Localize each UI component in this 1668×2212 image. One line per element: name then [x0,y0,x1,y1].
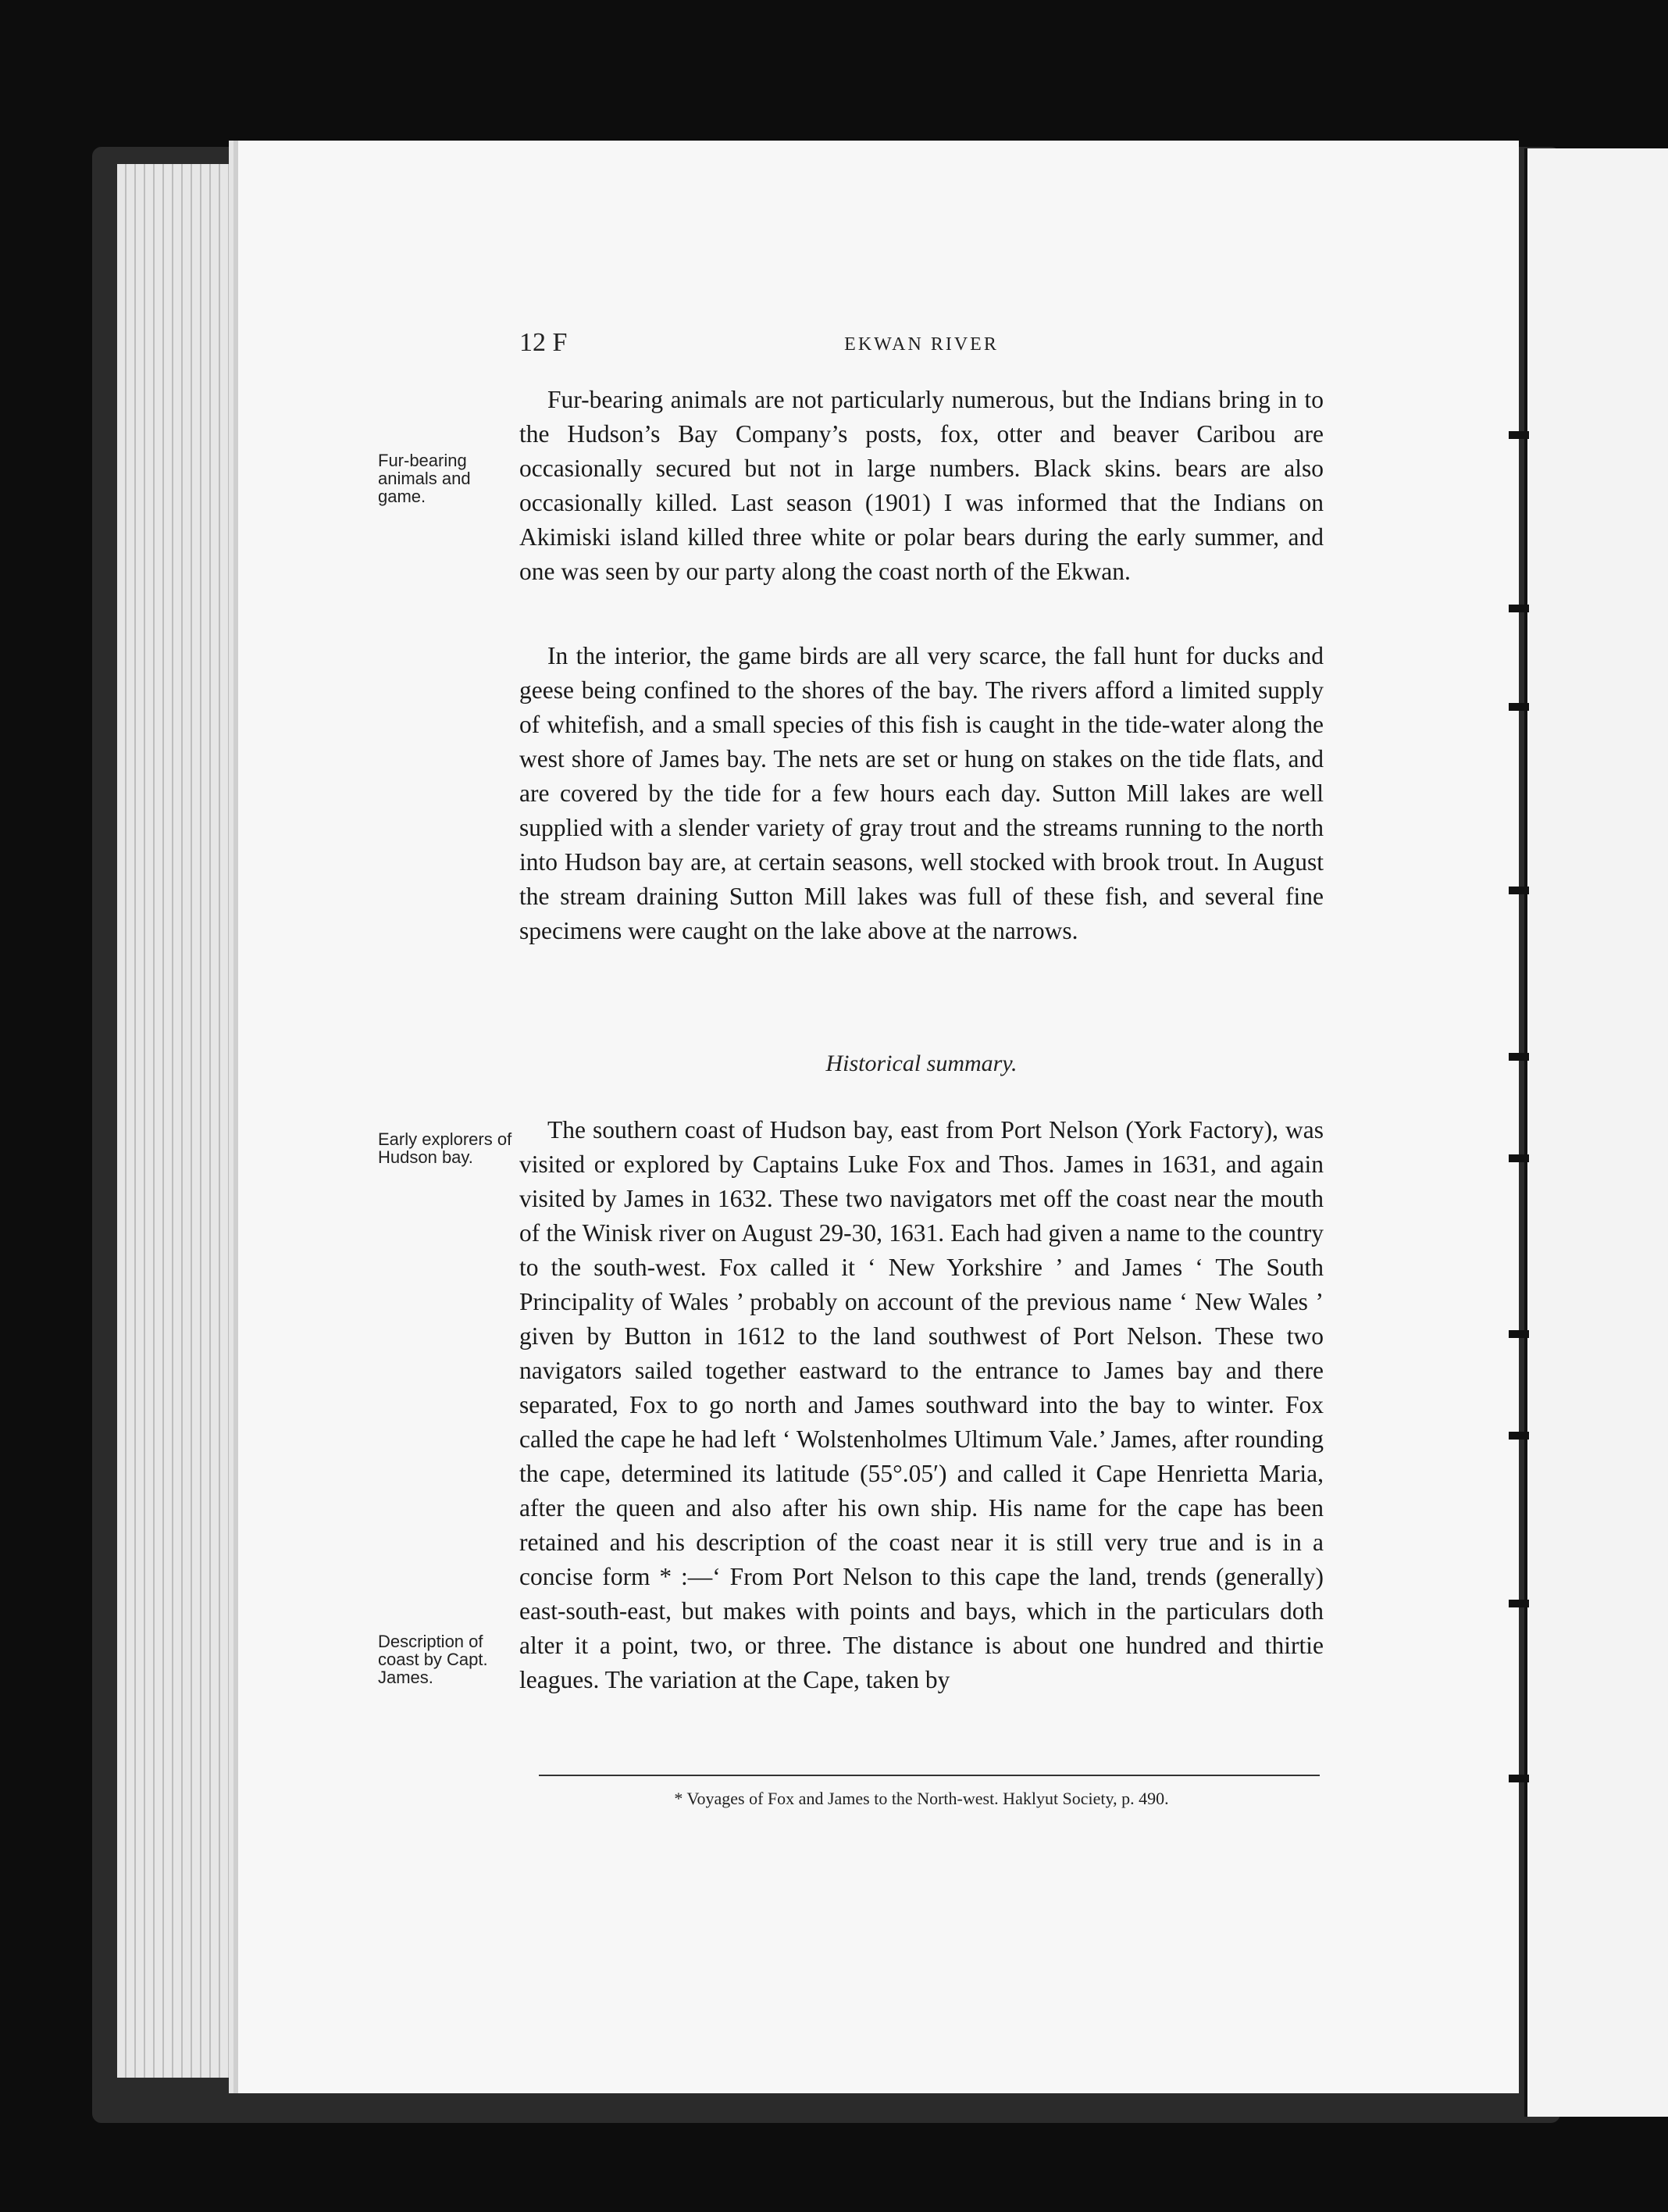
section-heading: Historical summary. [825,1051,1018,1076]
paragraph-history [519,1113,1324,1697]
paragraph-game-birds [519,639,1324,948]
binding-mark [1509,1600,1529,1607]
paragraph-text: The southern coast of Hudson bay, east from Port Nelson (York Factory), was visited or explored by Captains Luke Fox and Thos. James in 1631, and again visited by James in 1632. These two navigators met off the coast near the mouth of the Winisk river on August 29-30, 1631. Each had given a name to the country to the south-west. Fox called it ‘ New Yorkshire ’ and James ‘ The South Principality of Wales ’ probably on account of the previous name ‘ New Wales ’ given by Button in 1612 to the land southwest of Port Nelson. These two navigators sailed together eastward to the entrance to James bay and there separated, Fox to go north and James southward into the bay to winter. Fox called the cape he had left ‘ Wolstenholmes Ultimum Vale.’ James, after rounding the cape, determined its latitude (55°.05′) and called it Cape Henrietta Maria, after the queen and also after his own ship. His name for the cape has been retained and his description of the coast near it is still very true and is in a concise form * :—‘ From Port Nelson to this cape the land, trends (generally) east-south-east, but makes with points and bays, which in the particulars doth alter it a point, two, or three. The distance is about one hundred and thirtie leagues. The variation at the Cape, taken by [519,1116,1324,1693]
footnote-rule [539,1775,1320,1776]
page-number: 12 F [519,328,568,357]
binding-mark [1509,431,1529,439]
binding-mark [1509,1154,1529,1162]
page-header [519,328,1324,364]
running-title: EKWAN RIVER [844,334,999,355]
facing-page [1524,148,1668,2117]
binding-mark [1509,605,1529,612]
paragraph-text: Fur-bearing animals are not particularly numerous, but the Indians bring in to the Hudson’s Bay Company’s posts, fox, otter and beaver Caribou are occasionally secured but not in large numbers. Black skins. bears are also occasionally killed. Last season (1901) I was informed that the Indians on Akimiski island killed three white or polar bears during the early summer, and one was seen by our party along the coast north of the Ekwan. [519,386,1324,585]
margin-note-fur: Fur-bearing animals and game. [378,451,471,506]
binding-mark [1509,703,1529,711]
binding-mark [1509,887,1529,894]
page-edges [117,164,250,2078]
paragraph-text: In the interior, the game birds are all very scarce, the fall hunt for ducks and geese being confined to the shores of the bay. The rivers afford a limited supply of whitefish, and a small species of this fish is caught in the tide-water along the west shore of James bay. The nets are set or hung on stakes on the tide flats, and are covered by the tide for a few hours each day. Sutton Mill lakes are well supplied with a slender variety of gray trout and the streams running to the north into Hudson bay are, at certain seasons, well stocked with brook trout. In August the stream draining Sutton Mill lakes was full of these fish, and several fine specimens were caught on the lake above at the narrows. [519,642,1324,944]
margin-note-explorers: Early explorers of Hudson bay. [378,1129,512,1167]
binding-mark [1509,1330,1529,1338]
footnote: * Voyages of Fox and James to the North-west. Haklyut Society, p. 490. [674,1789,1169,1808]
binding-mark [1509,1053,1529,1061]
paragraph-fur-bearing [519,383,1324,589]
binding-mark [1509,1432,1529,1440]
margin-note-description: Description of coast by Capt. James. [378,1632,488,1687]
binding-mark [1509,1775,1529,1782]
